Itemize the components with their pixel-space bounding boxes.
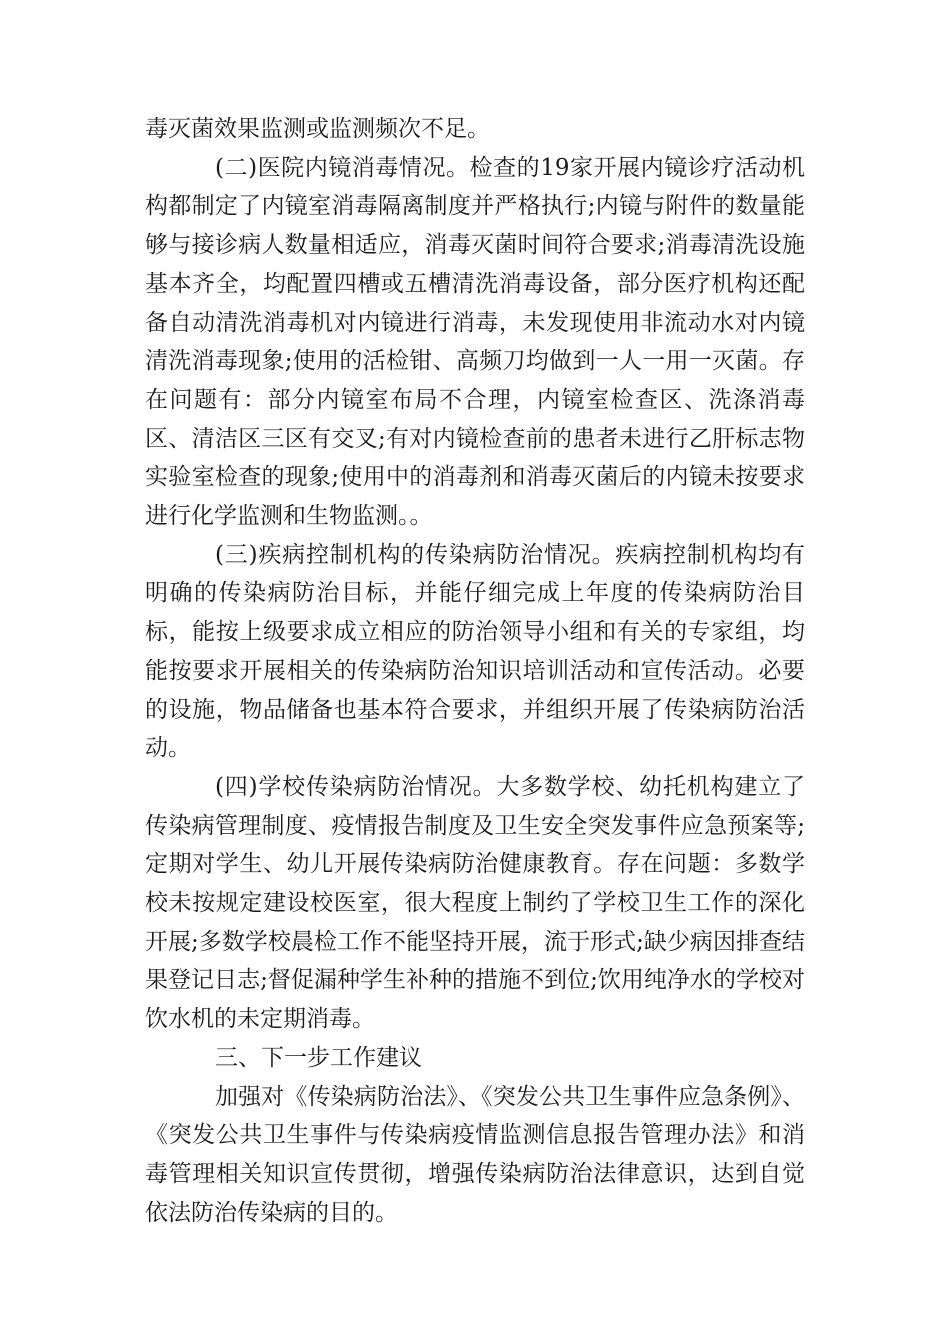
section-heading-next-steps: 三、下一步工作建议: [215, 1044, 422, 1071]
paragraph-continuation: 毒灭菌效果监测或监测频次不足。: [145, 116, 490, 142]
paragraph-endoscope-disinfection: (二)医院内镜消毒情况。检查的19家开展内镜诊疗活动机构都制定了内镜室消毒隔离制度并严格执行;内镜与附件的数量能够与接诊病人数量相适应，消毒灭菌时间符合要求;消毒清洗设施基本齐全，均配置四槽或五槽清洗消毒设备，部分医疗机构还配备自动清洗消毒机对内镜进行消毒，未发现使用非流动水对内镜清洗消毒现象;使用的活检钳、高频刀均做到一人一用一灭菌。存在问题有：部分内镜室布局不合理，内镜室检查区、洗涤消毒区、清洁区三区有交叉;有对内镜检查前的患者未进行乙肝标志物实验室检查的现象;使用中的消毒剂和消毒灭菌后的内镜未按要求进行化学监测和生物监测。。: [145, 154, 805, 530]
paragraph-recommendations: 加强对《传染病防治法》、《突发公共卫生事件应急条例》、《突发公共卫生事件与传染病疫情监测信息报告管理办法》和消毒管理相关知识宣传贯彻，增强传染病防治法律意识，达到自觉依法防治传染病的目的。: [145, 1083, 805, 1226]
paragraph-school-prevention: (四)学校传染病防治情况。大多数学校、幼托机构建立了传染病管理制度、疫情报告制度及卫生安全突发事件应急预案等;定期对学生、幼儿开展传染病防治健康教育。存在问题：多数学校未按规定建设校医室，很大程度上制约了学校卫生工作的深化开展;多数学校晨检工作不能坚持开展，流于形式;缺少病因排查结果登记日志;督促漏种学生补种的措施不到位;饮用纯净水的学校对饮水机的未定期消毒。: [145, 773, 805, 1033]
paragraph-disease-control: (三)疾病控制机构的传染病防治情况。疾病控制机构均有明确的传染病防治目标，并能仔细完成上年度的传染病防治目标，能按上级要求成立相应的防治领导小组和有关的专家组，均能按要求开展相关的传染病防治知识培训活动和宣传活动。必要的设施，物品储备也基本符合要求，并组织开展了传染病防治活动。: [145, 541, 805, 762]
document-page: [145, 110, 805, 1232]
